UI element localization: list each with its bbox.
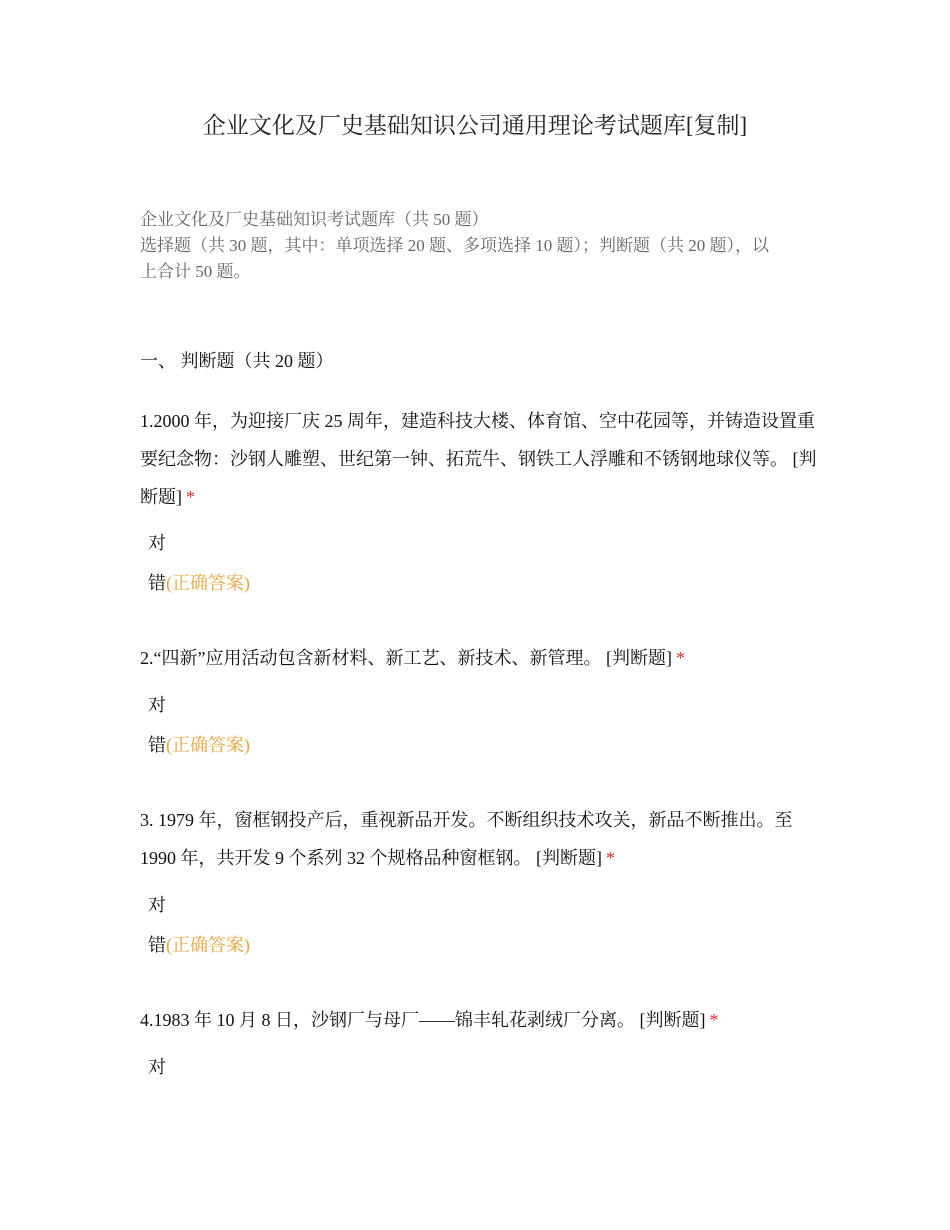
section-heading: 一、 判断题（共 20 题） (140, 351, 334, 371)
option-label: 对 (148, 1057, 166, 1077)
option-label: 错 (148, 935, 166, 955)
option-false[interactable] (148, 731, 250, 759)
option-false[interactable] (148, 569, 250, 597)
option-true[interactable] (148, 691, 166, 719)
correct-answer-label: (正确答案) (166, 935, 250, 955)
question-type-tag: [判断题] (140, 449, 817, 507)
correct-answer-label: (正确答案) (166, 735, 250, 755)
question-type-tag: [判断题] (536, 848, 602, 868)
option-label: 错 (148, 573, 166, 593)
question-type-tag: [判断题] (605, 648, 672, 668)
option-label: 错 (148, 735, 166, 755)
intro-line-1: 企业文化及厂史基础知识考试题库（共 50 题） (140, 210, 489, 229)
option-label: 对 (148, 895, 166, 915)
option-true[interactable] (148, 891, 166, 919)
question-2 (140, 639, 820, 677)
question-text: 4.1983 年 10 月 8 日，沙钢厂与母厂——锦丰轧花剥绒厂分离。 (140, 1010, 635, 1030)
intro-line-2: 选择题（共 30 题，其中：单项选择 20 题、多项选择 10 题）；判断题（共 20 题），以上合计 50 题。 (140, 236, 769, 281)
required-marker: * (606, 848, 615, 868)
required-marker: * (709, 1010, 719, 1030)
question-4 (140, 1001, 820, 1039)
page-title: 企业文化及厂史基础知识公司通用理论考试题库[复制] (202, 113, 748, 138)
question-1 (140, 402, 820, 516)
question-text: 3. 1979 年，窗框钢投产后，重视新品开发。不断组织技术攻关，新品不断推出。至 1990 年，共开发 9 个系列 32 个规格品种窗框钢。 (140, 810, 793, 868)
option-label: 对 (148, 695, 166, 715)
required-marker: * (675, 648, 685, 668)
option-true[interactable] (148, 1053, 166, 1081)
option-label: 对 (148, 533, 166, 553)
intro-block (140, 207, 780, 285)
question-type-tag: [判断题] (639, 1010, 706, 1030)
question-text: 1.2000 年，为迎接厂庆 25 周年，建造科技大楼、体育馆、空中花园等，并铸造设置重要纪念物：沙钢人雕塑、世纪第一钟、拓荒牛、钢铁工人浮雕和不锈钢地球仪等。 (140, 411, 815, 469)
option-true[interactable] (148, 529, 166, 557)
question-text: 2.“四新”应用活动包含新材料、新工艺、新技术、新管理。 (140, 648, 602, 668)
question-3 (140, 801, 820, 877)
required-marker: * (186, 487, 195, 507)
option-false[interactable] (148, 931, 250, 959)
correct-answer-label: (正确答案) (166, 573, 250, 593)
